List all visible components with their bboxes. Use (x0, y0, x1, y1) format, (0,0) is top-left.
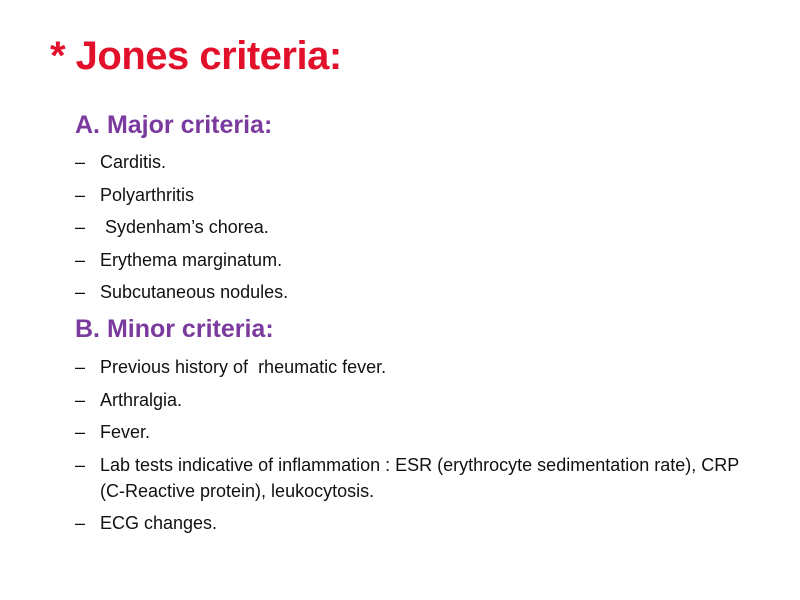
slide-title: * Jones criteria: (50, 34, 342, 78)
list-item (75, 214, 755, 240)
list-item-text: Previous history of rheumatic fever. (100, 357, 387, 377)
list-item (75, 452, 755, 504)
list-item (75, 354, 755, 380)
list-item (75, 182, 755, 208)
major-criteria-heading: A. Major criteria: (75, 111, 273, 139)
list-item-text: Carditis. (100, 152, 167, 172)
dash-bullet: – (75, 357, 86, 377)
list-item-text: Lab tests indicative of inflammation : ESR (erythrocyte sedimentation rate), CRP (C-Reactive protein), leukocytosis. (100, 454, 744, 501)
list-item-text: Erythema marginatum. (100, 249, 283, 270)
list-item-text: Polyarthritis (100, 184, 195, 205)
dash-bullet: – (75, 454, 86, 475)
dash-bullet: – (75, 422, 86, 442)
list-item (75, 419, 755, 445)
list-item-text: Sydenham’s chorea. (100, 217, 269, 237)
list-item-text: ECG changes. (100, 513, 218, 533)
major-criteria-list (75, 149, 755, 312)
dash-bullet: – (75, 249, 86, 270)
list-item-text: Fever. (100, 422, 151, 442)
list-item (75, 387, 755, 413)
list-item (75, 149, 755, 175)
list-item-text: Arthralgia. (100, 389, 183, 410)
list-item (75, 279, 755, 305)
minor-criteria-heading: B. Minor criteria: (75, 315, 274, 343)
dash-bullet: – (75, 282, 86, 302)
dash-bullet: – (75, 152, 86, 172)
list-item (75, 510, 755, 536)
minor-criteria-list (75, 354, 755, 543)
dash-bullet: – (75, 217, 86, 237)
list-item (75, 247, 755, 273)
dash-bullet: – (75, 513, 86, 533)
list-item-text: Subcutaneous nodules. (100, 282, 289, 302)
dash-bullet: – (75, 184, 86, 205)
dash-bullet: – (75, 389, 86, 410)
